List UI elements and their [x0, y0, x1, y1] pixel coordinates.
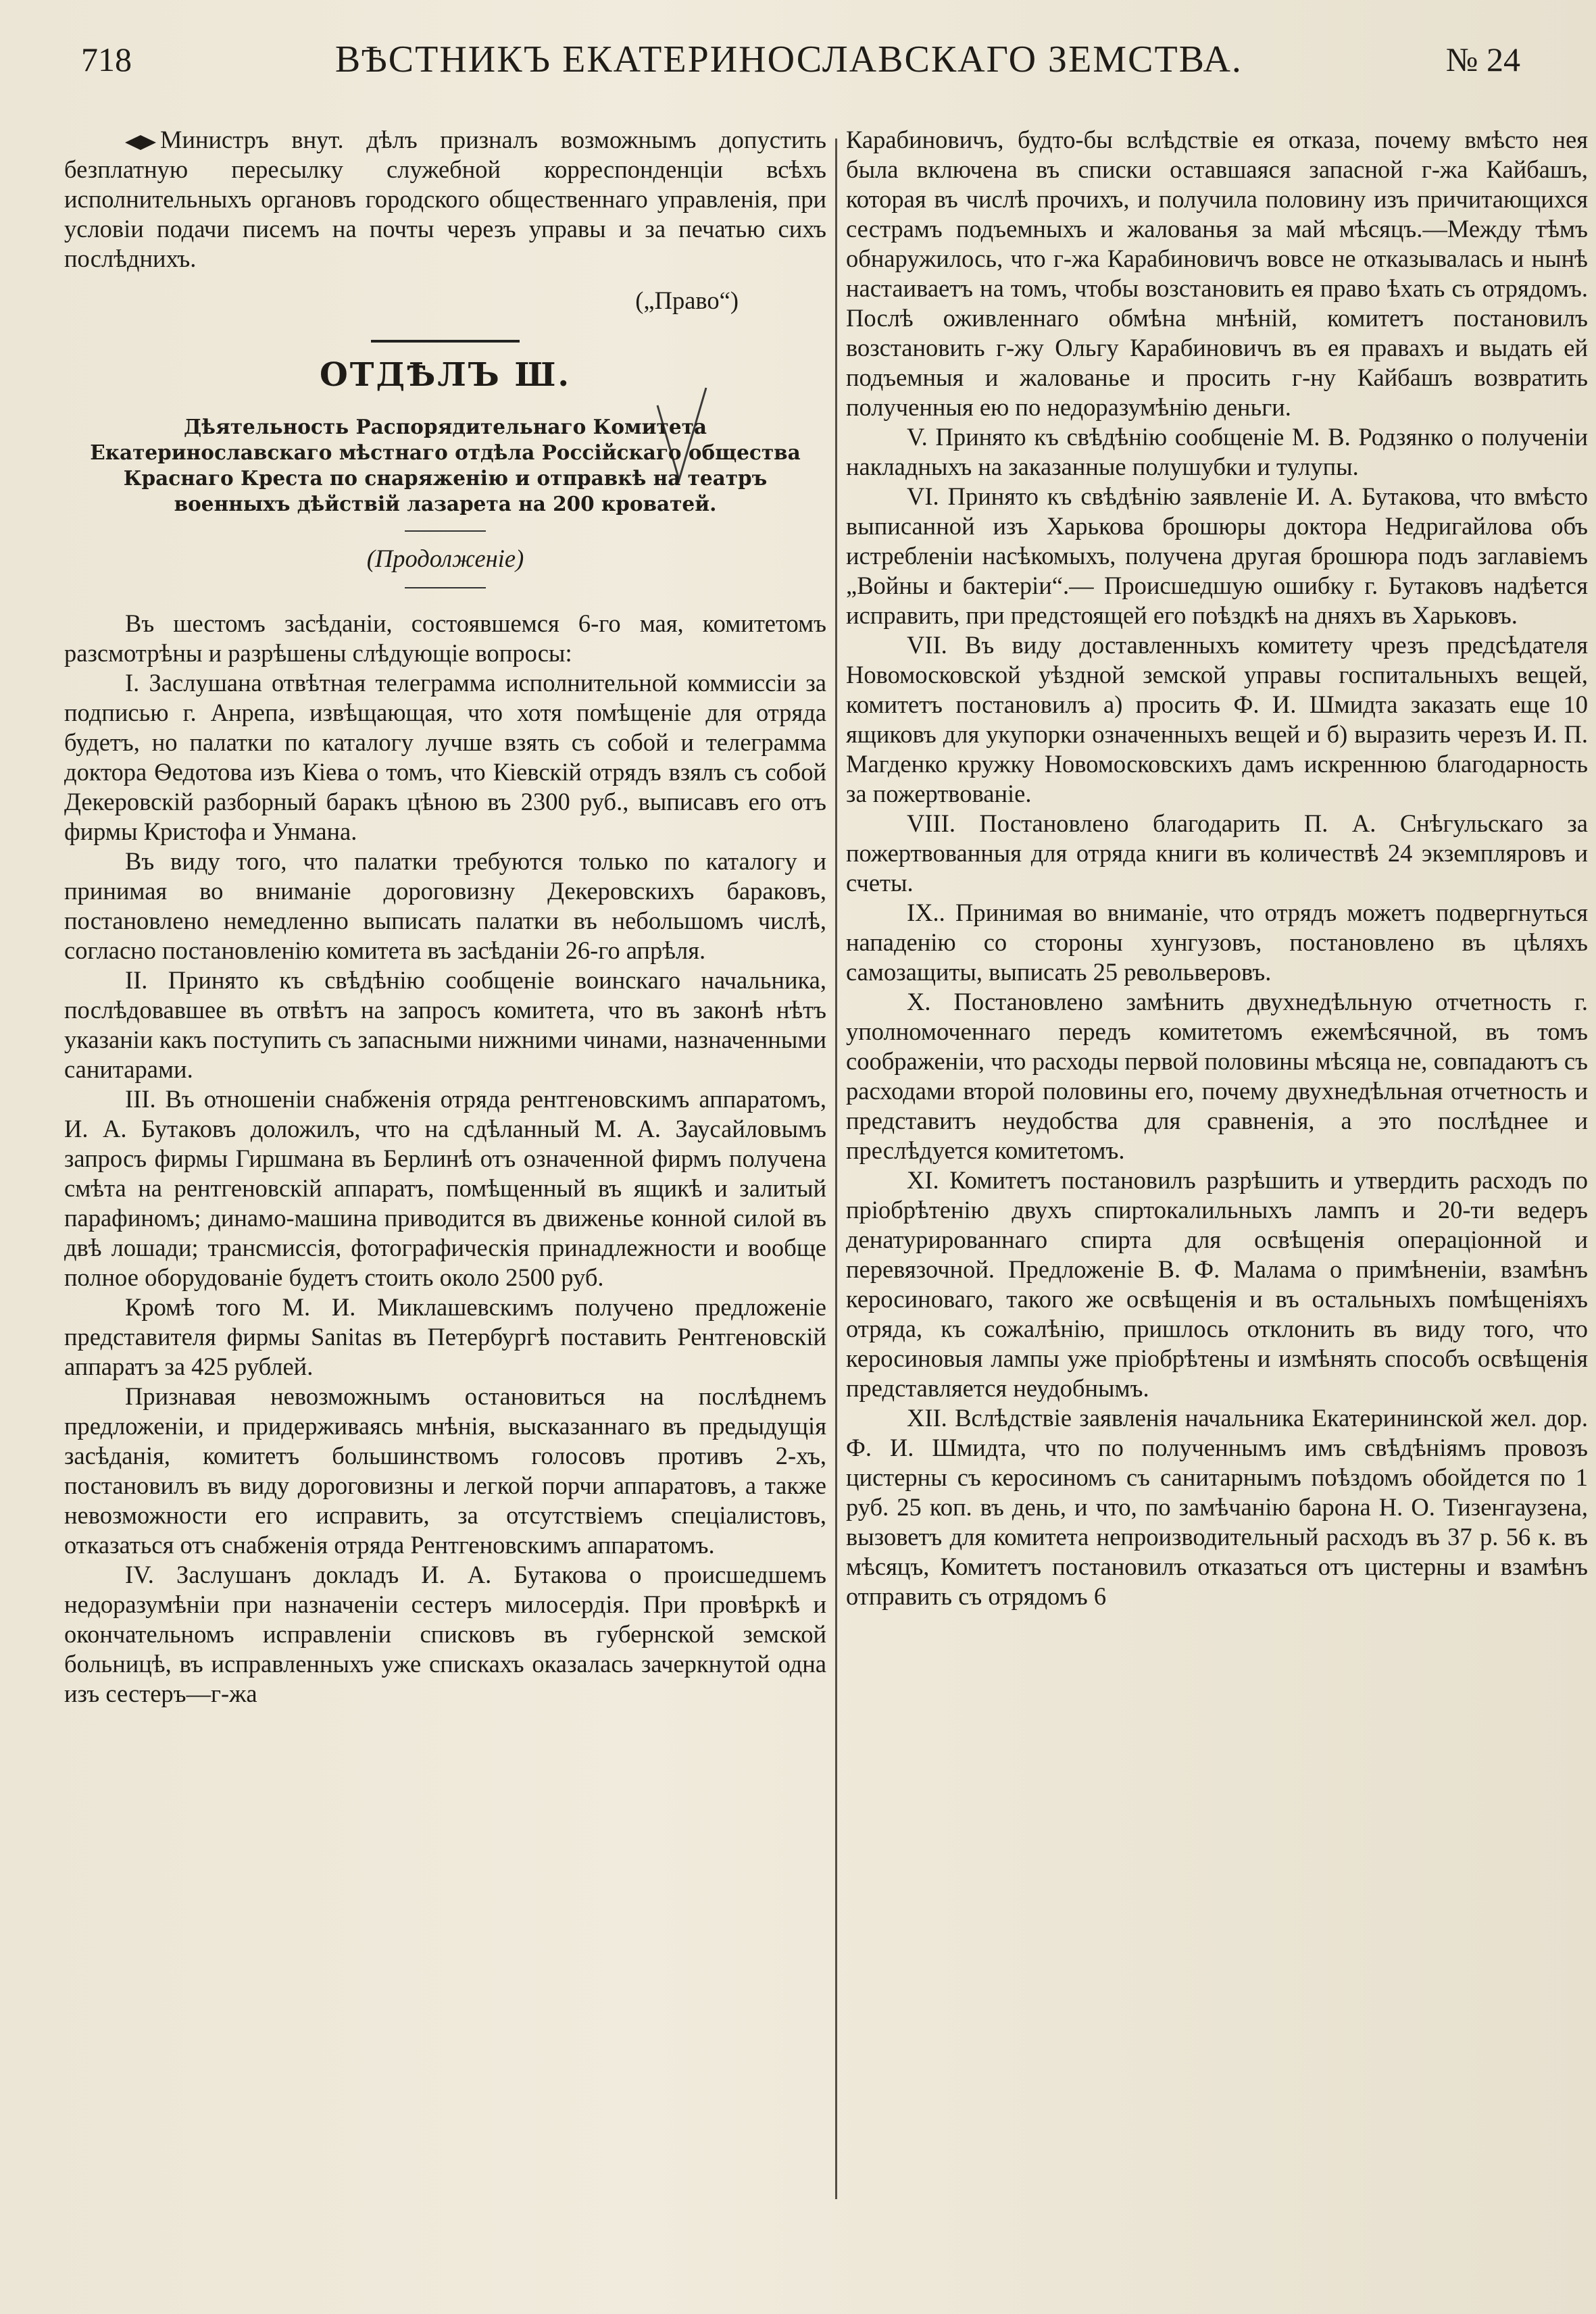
paragraph: IX.. Принимая во вниманіе, что отрядъ можетъ подвергнуться нападенію со стороны хунгузовъ, постановлено въ цѣляхъ самозащиты, выписать 25 револьверовъ.: [846, 899, 1588, 986]
title-rule: [405, 530, 486, 532]
left-column: [64, 125, 826, 2273]
paragraph: I. Заслушана отвѣтная телеграмма исполнительной коммиссіи за подписью г. Анрепа, извѣщающая, что хотя помѣщеніе для отряда будетъ, но палатки по каталогу лучше взять съ собой и телеграмма доктора Ѳедотова изъ Кіева о томъ, что Кіевскій отрядъ взялъ съ собой Декеровскій разборный баракъ цѣною въ 2300 руб., выписавъ его отъ фирмы Кристофа и Унмана.: [64, 669, 826, 845]
paragraph: Въ виду того, что палатки требуются только по каталогу и принимая во вниманіе дороговизну Декеровскихъ бараковъ, постановлено немедленно выписать палатки въ небольшомъ числѣ, согласно постановленію комитета въ засѣданіи 26-го апрѣля.: [64, 847, 826, 964]
article-title: Дѣятельность Распорядительнаго Комитета Екатеринославскаго мѣстнаго отдѣла Россійскаго общества Краснаго Креста по снаряженію и отправкѣ на театръ военныхъ дѣйствій лазарета на 200 кроватей.: [90, 415, 801, 515]
notice-source: („Право“): [635, 286, 739, 314]
paragraph: VII. Въ виду доставленныхъ комитету чрезъ предсѣдателя Новомосковской уѣздной земской управы госпитальныхъ вещей, комитетъ постановилъ а) просить Ф. И. Шмидта заказать еще 10 ящиковъ для укупорки означенныхъ вещей и б) выразить черезъ И. П. Магденко кружку Новомосковскихъ дамъ искреннюю благодарность за пожертвованіе.: [846, 631, 1588, 807]
diamond-bullet-icon: [125, 135, 156, 150]
paragraph: VIII. Постановлено благодарить П. А. Снѣгульскаго за пожертвованныя для отряда книги въ количествѣ 24 экземпляровъ и счеты.: [846, 809, 1588, 897]
page-number: 718: [81, 41, 132, 78]
journal-title: ВѢСТНИКЪ ЕКАТЕРИНОСЛАВСКАГО ЗЕМСТВА.: [334, 39, 1243, 80]
paragraph: XI. Комитетъ постановилъ разрѣшить и утвердить расходъ по пріобрѣтенію двухъ спиртокалильныхъ лампъ и 20-ти ведеръ денатурированнаго спирта для освѣщенія операціонной и перевязочной. Предложеніе В. Ф. Малама о примѣненіи, взамѣнъ керосиноваго, такого же освѣщенія и въ остальныхъ помѣщеніяхъ отряда, къ сожалѣнію, пришлось отклонить въ виду того, что керосиновыя лампы уже пріобрѣтены и измѣнять способъ освѣщенія представляется неудобнымъ.: [846, 1166, 1588, 1402]
paragraph: Въ шестомъ засѣданіи, состоявшемся 6-го мая, комитетомъ разсмотрѣны и разрѣшены слѣдующіе вопросы:: [64, 609, 826, 667]
paragraph: V. Принято къ свѣдѣнію сообщеніе М. В. Родзянко о полученіи накладныхъ на заказанные полушубки и тулупы.: [846, 423, 1588, 480]
paragraph: Карабиновичъ, будто-бы вслѣдствіе ея отказа, почему вмѣсто нея была включена въ списки оставшаяся запасной г-жа Кайбашъ, которая въ числѣ прочихъ, и получила половину изъ причитающихся сестрамъ подъемныхъ и жалованья за май мѣсяцъ.—Между тѣмъ обнаружилось, что г-жа Карабиновичъ вовсе не отказывалась и нынѣ настаиваетъ на томъ, чтобы возстановить ея право ѣхать съ отрядомъ. Послѣ оживленнаго обмѣна мнѣній, комитетъ постановилъ возстановить г-жу Ольгу Карабиновичъ въ ея правахъ и выдать ей подъемныя и жалованье и просить г-ну Кайбашъ возвратить полученныя ею по недоразумѣнію деньги.: [846, 126, 1588, 421]
right-column: [846, 125, 1588, 2273]
section-heading: ОТДѢЛЪ Ш.: [319, 356, 572, 394]
paragraph: III. Въ отношеніи снабженія отряда рентгеновскимъ аппаратомъ, И. А. Бутаковъ доложилъ, что на сдѣланный М. А. Заусайловымъ запросъ фирмы Гиршмана въ Берлинѣ отъ означенной фирмъ получена смѣта на рентгеновскій аппаратъ, помѣщенный въ ящикѣ и залитый парафиномъ; динамо-машина приводится въ движенье конной силой въ двѣ лошади; трансмиссія, фотографическія принадлежности и вообще полное оборудованіе будетъ стоить около 2500 руб.: [64, 1085, 826, 1291]
paragraph: Кромѣ того М. И. Миклашевскимъ получено предложеніе представителя фирмы Sanitas въ Петербургѣ поставить Рентгеновскій аппаратъ за 425 рублей.: [64, 1293, 826, 1380]
continued-label: (Продолженіе): [366, 545, 524, 572]
section-rule: [371, 340, 520, 343]
ministry-notice-text: Министръ внут. дѣлъ призналъ возможнымъ допустить безплатную пересылку служебной корреспонденціи всѣхъ исполнительныхъ органовъ городского общественнаго управленія, при условіи подачи писемъ на почты черезъ управы и за печатью сихъ послѣднихъ.: [64, 126, 826, 272]
ministry-notice: [64, 125, 826, 274]
paragraph: XII. Вслѣдствіе заявленія начальника Екатерининской жел. дор. Ф. И. Шмидта, что по полученнымъ имъ свѣдѣніямъ провозъ цистерны съ керосиномъ съ санитарнымъ поѣздомъ обойдется по 1 руб. 25 коп. въ день, и что, по замѣчанію барона Н. О. Тизенгаузена, вызоветъ для комитета непроизводительный расходъ въ 37 р. 56 к. въ мѣсяцъ, Комитетъ постановилъ отказаться отъ цистерны и взамѣнъ отправить съ отрядомъ 6: [846, 1404, 1588, 1610]
paragraph: IV. Заслушанъ докладъ И. А. Бутакова о происшедшемъ недоразумѣніи при назначеніи сестеръ милосердія. При провѣркѣ и окончательномъ исправленіи списковъ въ губернской земской больницѣ, въ исправленныхъ уже спискахъ оказалась зачеркнутой одна изъ сестеръ—г-жа: [64, 1561, 826, 1707]
column-divider: [835, 139, 837, 2199]
paragraph: X. Постановлено замѣнить двухнедѣльную отчетность г. уполномоченнаго передъ комитетомъ ежемѣсячной, въ томъ соображеніи, что расходы первой половины мѣсяца не, совпадаютъ съ расходами второй половины его, почему двухнедѣльная отчетность и представитъ неудобства для сравненія, а это послѣднее и преслѣдуется комитетомъ.: [846, 988, 1588, 1164]
issue-number: № 24: [1445, 41, 1520, 78]
paragraph: Признавая невозможнымъ остановиться на послѣднемъ предложеніи, и придерживаясь мнѣнія, высказаннаго въ предыдущія засѣданія, комитетъ большинствомъ голосовъ противъ 2-хъ, постановилъ въ виду дороговизны и легкой порчи аппаратовъ, а также невозможности его исправить, за отсутствіемъ спеціалистовъ, отказаться отъ снабженія отряда Рентгеновскимъ аппаратомъ.: [64, 1382, 826, 1559]
paragraph: II. Принято къ свѣдѣнію сообщеніе воинскаго начальника, послѣдовавшее въ отвѣтъ на запросъ комитета, что въ законѣ нѣтъ указаніи какъ поступить съ запасными нижними чинами, назначенными санитарами.: [64, 966, 826, 1083]
paragraph: VI. Принято къ свѣдѣнію заявленіе И. А. Бутакова, что вмѣсто выписанной изъ Харькова брошюры доктора Недригайлова объ истребленіи насѣкомыхъ, получена другая брошюра подъ заглавіемъ „Войны и бактеріи“.— Происшедшую ошибку г. Бутаковъ надѣется исправить, при предстоящей его поѣздкѣ на дняхъ въ Харьковъ.: [846, 482, 1588, 629]
page-header: [81, 26, 1520, 93]
continued-rule: [405, 587, 486, 588]
